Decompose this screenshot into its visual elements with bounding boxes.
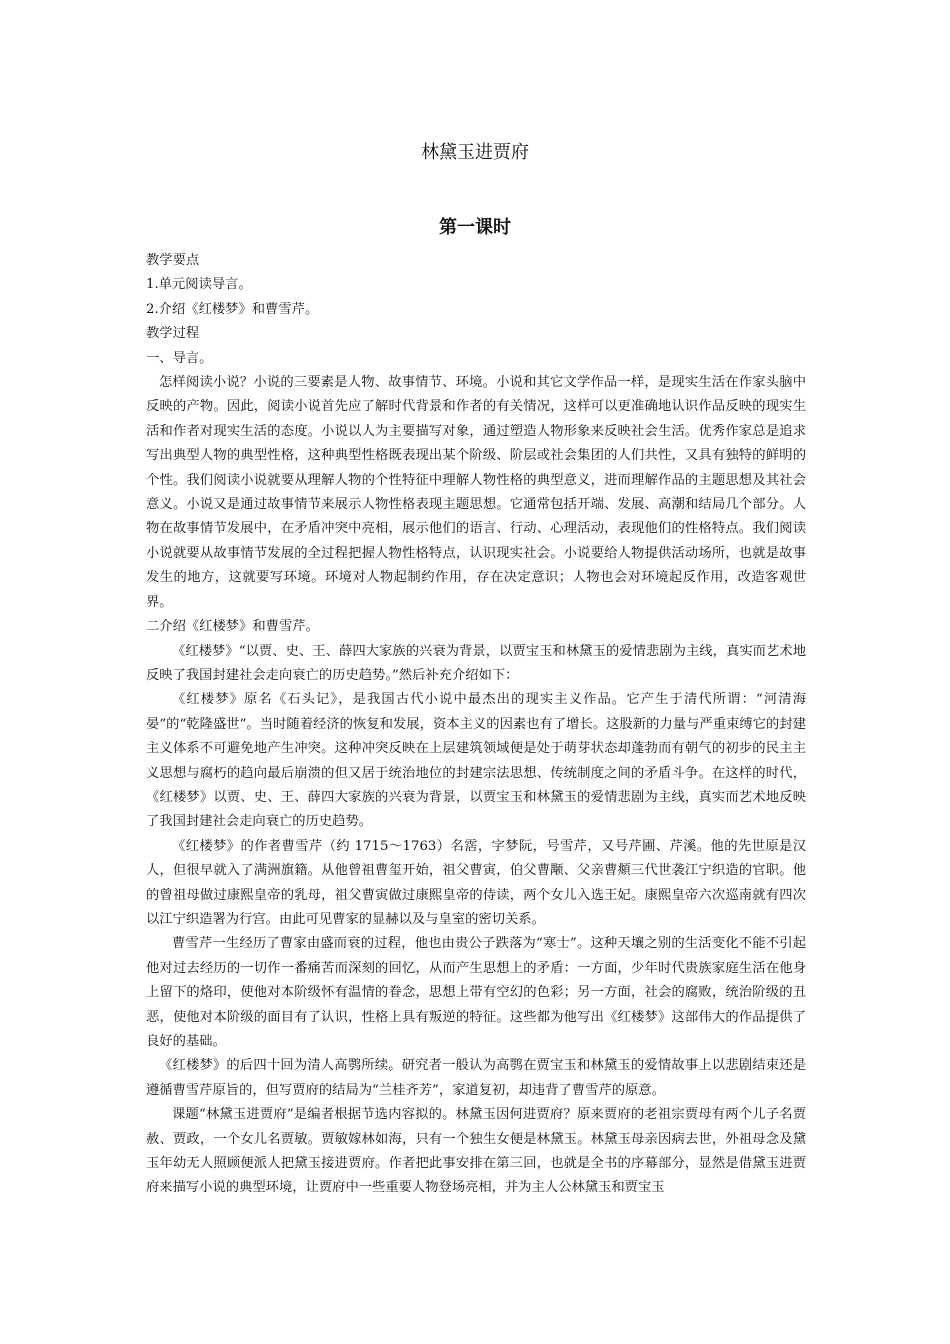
document-title: 林黛玉进贾府	[421, 142, 529, 163]
list-item: 2.介绍《红楼梦》和曹雪芹。	[146, 301, 319, 317]
section-heading-teaching-process: 教学过程	[146, 326, 200, 342]
lesson-subtitle: 第一课时	[439, 217, 511, 238]
paragraph-background: 《红楼梦》原名《石头记》，是我国古代小说中最杰出的现实主义作品。它产生于清代所谓：“河清海晏”的“乾隆盛世”。当时随着经济的恢复和发展，资本主义的因素也有了增长。这股新的力量与严重束缚它的封建主义体系不可避免地产生冲突。这种冲突反映在上层建筑领域便是处于萌芽状态却蓬勃而有朝气的初步的民主主义思想与腐朽的趋向最后崩溃的但又居于统治地位的封建宗法思想、传统制度之间的矛盾斗争。在这样的时代，《红楼梦》以贾、史、王、薛四大家族的兴衰为背景，以贾宝玉和林黛玉的爱情悲剧为主线，真实而艺术地反映了我国封建社会走向衰亡的历史趋势。	[146, 692, 806, 830]
subsection-heading-author: 二介绍《红楼梦》和曹雪芹。	[146, 619, 319, 635]
paragraph-reading-novels: 怎样阅读小说？小说的三要素是人物、故事情节、环境。小说和其它文学作品一样，是现实生活在作家头脑中反映的产物。因此，阅读小说首先应了解时代背景和作者的有关情况，这样可以更准确地认识作品反映的现实生活和作者对现实生活的态度。小说以人为主要描写对象，通过塑造人物形象来反映社会生活。优秀作家总是追求写出典型人物的典型性格，这种典型性格既表现出某个阶级、阶层或社会集团的人们共性，又具有独特的鲜明的个性。我们阅读小说就要从理解人物的个性特征中理解人物性格的典型意义，进而理解作品的主题思想及其社会意义。小说又是通过故事情节来展示人物性格表现主题思想。它通常包括开端、发展、高潮和结局几个部分。人物在故事情节发展中，在矛盾冲突中亮相，展示他们的语言、行动、心理活动，表现他们的性格特点。我们阅读小说就要从故事情节发展的全过程把握人物性格特点，认识现实社会。小说要给人物提供活动场所，也就是故事发生的地方，这就要写环境。环境对人物起制约作用，存在决定意识；人物也会对环境起反作用，改造客观世界。	[146, 375, 806, 610]
subsection-heading-introduction: 一、导言。	[146, 350, 213, 366]
document-body	[146, 249, 806, 1201]
paragraph-author-bio: 《红楼梦》的作者曹雪芹（约 1715～1763）名霑，字梦阮，号雪芹，又号芹圃、芹溪。他的先世原是汉人，但很早就入了满洲旗籍。从他曾祖曹玺开始，祖父曹寅，伯父曹颙、父亲曹頫三代世袭江宁织造的官职。他的曾祖母做过康熙皇帝的乳母，祖父曹寅做过康熙皇帝的侍读，两个女儿入选王妃。康熙皇帝六次巡南就有四次以江宁织造署为行宫。由此可见曹家的显赫以及与皇室的密切关系。	[146, 838, 806, 927]
section-heading-teaching-points: 教学要点	[146, 253, 200, 268]
list-item: 1.单元阅读导言。	[146, 277, 252, 293]
paragraph-author-life: 曹雪芹一生经历了曹家由盛而衰的过程，他也由贵公子跌落为“寒士”。这种天壤之别的生活变化不能不引起他对过去经历的一切作一番痛苦而深刻的回忆，从而产生思想上的矛盾：一方面，少年时代贵族家庭生活在他身上留下的烙印，使他对本阶级怀有温情的眷念，思想上带有空幻的色彩；另一方面，社会的腐败，统治阶级的丑恶，使他对本阶级的面目有了认识，性格上具有叛逆的特征。这些都为他写出《红楼梦》这部伟大的作品提供了良好的基础。	[146, 936, 806, 1049]
paragraph-sequel: 《红楼梦》的后四十回为清人高鹗所续。研究者一般认为高鹗在贾宝玉和林黛玉的爱情故事上以悲剧结束还是遵循曹雪芹原旨的，但写贾府的结局为“兰桂齐芳”，家道复初，却违背了曹雪芹的原意。	[146, 1058, 806, 1098]
paragraph-lesson-title: 课题“林黛玉进贾府”是编者根据节选内容拟的。林黛玉因何进贾府？原来贾府的老祖宗贾母有两个儿子名贾赦、贾政，一个女儿名贾敏。贾敏嫁林如海，只有一个独生女便是林黛玉。林黛玉母亲因病去世，外祖母念及黛玉年幼无人照顾便派人把黛玉接进贾府。作者把此事安排在第三回，也就是全书的序幕部分，显然是借黛玉进贾府来描写小说的典型环境，让贾府中一些重要人物登场亮相，并为主人公林黛玉和贾宝玉	[146, 1107, 806, 1196]
paragraph-quote: 《红楼梦》“以贾、史、王、薛四大家族的兴衰为背景，以贾宝玉和林黛玉的爱情悲剧为主线，真实而艺术地反映了我国封建社会走向衰亡的历史趋势。”然后补充介绍如下：	[146, 643, 806, 683]
